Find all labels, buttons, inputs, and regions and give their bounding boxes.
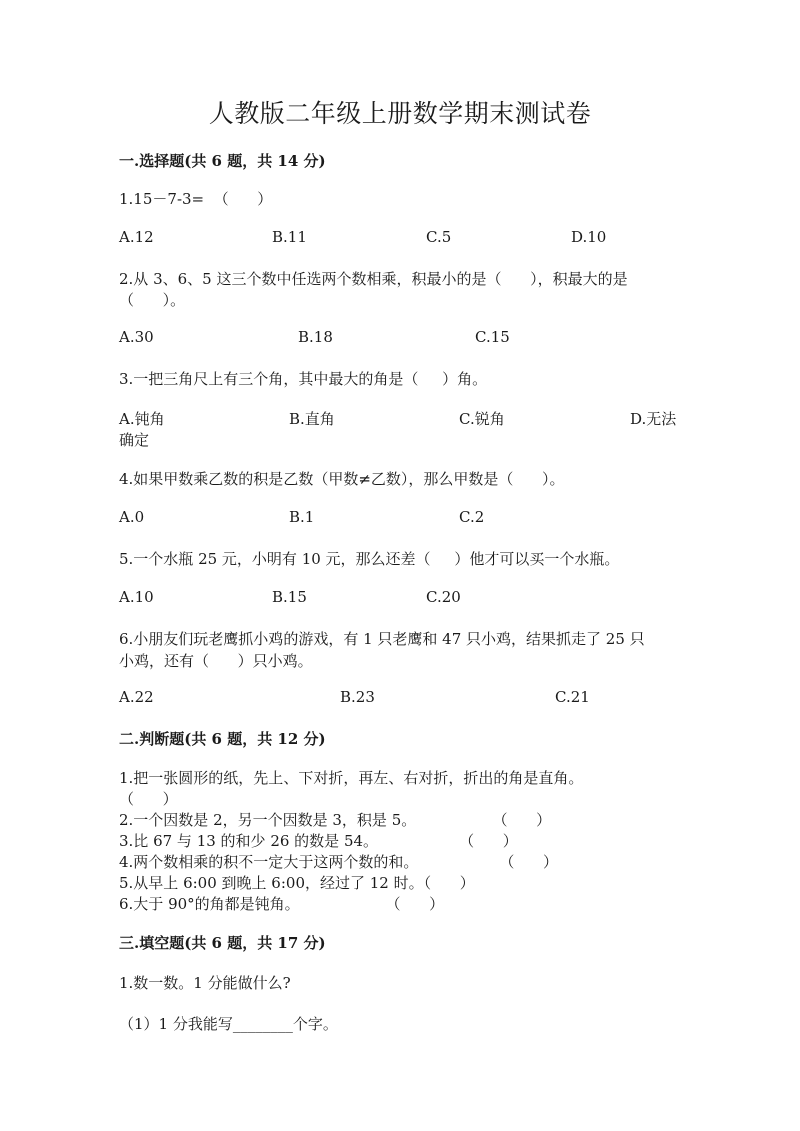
judgment-item: 5.从早上 6:00 到晚上 6:00，经过了 12 时。（ ） xyxy=(119,874,475,892)
question-stem: 1.数一数。1 分能做什么? xyxy=(119,974,291,992)
section-heading-true-false: 二.判断题(共 6 题，共 12 分) xyxy=(119,730,326,748)
exam-title: 人教版二年级上册数学期末测试卷 xyxy=(208,99,592,128)
question-stem: 5.一个水瓶 25 元，小明有 10 元，那么还差（ ）他才可以买一个水瓶。 xyxy=(119,550,620,568)
option-c: C.15 xyxy=(475,328,510,346)
judgment-item: （ ） xyxy=(119,790,178,808)
option-b: B.直角 xyxy=(289,410,335,428)
section-heading-fill-blank: 三.填空题(共 6 题，共 17 分) xyxy=(119,934,326,952)
option-c: C.锐角 xyxy=(459,410,505,428)
option-d: D.10 xyxy=(571,228,607,246)
option-b: B.1 xyxy=(289,508,315,526)
option-d: D.无法 xyxy=(630,410,677,428)
question-stem: 3.一把三角尺上有三个角，其中最大的角是（ ）角。 xyxy=(119,370,488,388)
option-a: A.0 xyxy=(119,508,145,526)
option-c: C.2 xyxy=(459,508,485,526)
judgment-item: 3.比 67 与 13 的和少 26 的数是 54。 （ ） xyxy=(119,832,518,850)
option-a: A.钝角 xyxy=(119,410,165,428)
judgment-item: 4.两个数相乘的积不一定大于这两个数的和。 （ ） xyxy=(119,853,558,871)
option-c: C.5 xyxy=(426,228,452,246)
option-a: A.12 xyxy=(119,228,154,246)
question-stem-continued: （ ）。 xyxy=(119,291,186,309)
option-b: B.15 xyxy=(272,588,307,606)
section-heading-choice: 一.选择题(共 6 题，共 14 分) xyxy=(119,152,326,170)
option-c: C.21 xyxy=(555,688,590,706)
option-c: C.20 xyxy=(426,588,461,606)
option-b: B.11 xyxy=(272,228,307,246)
judgment-item: 1.把一张圆形的纸，先上、下对折，再左、右对折，折出的角是直角。 xyxy=(119,769,584,787)
option-a: A.22 xyxy=(119,688,154,706)
question-stem: 1.15－7-3= （ ） xyxy=(119,190,273,208)
option-b: B.18 xyxy=(298,328,333,346)
question-stem-continued: 小鸡，还有（ ）只小鸡。 xyxy=(119,652,313,670)
judgment-item: 6.大于 90°的角都是钝角。 （ ） xyxy=(119,895,445,913)
sub-question: （1）1 分我能写________个字。 xyxy=(119,1015,338,1033)
option-d-wrap: 确定 xyxy=(119,431,150,449)
question-stem: 2.从 3、6、5 这三个数中任选两个数相乘，积最小的是（ ），积最大的是 xyxy=(119,270,628,288)
question-stem: 6.小朋友们玩老鹰抓小鸡的游戏，有 1 只老鹰和 47 只小鸡，结果抓走了 25 只 xyxy=(119,630,645,648)
judgment-item: 2.一个因数是 2，另一个因数是 3，积是 5。 （ ） xyxy=(119,811,552,829)
question-stem: 4.如果甲数乘乙数的积是乙数（甲数≠乙数），那么甲数是（ ）。 xyxy=(119,470,565,488)
option-a: A.30 xyxy=(119,328,154,346)
option-a: A.10 xyxy=(119,588,154,606)
option-b: B.23 xyxy=(340,688,375,706)
